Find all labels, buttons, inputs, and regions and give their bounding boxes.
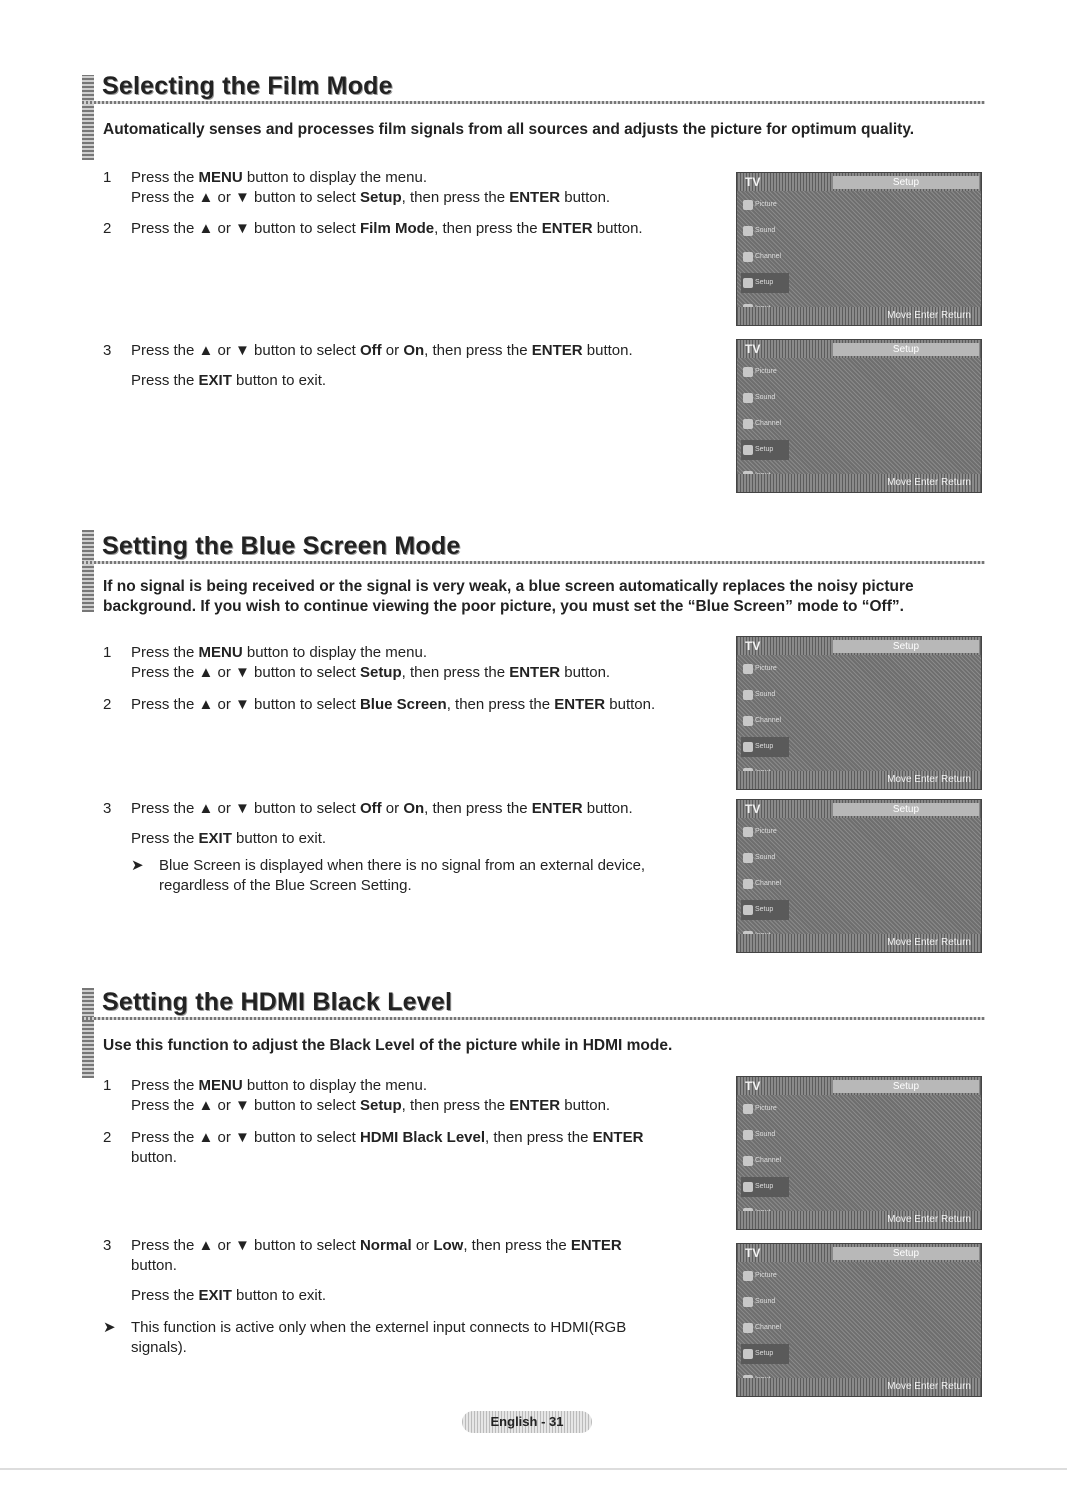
osd-footer: Move Enter Return <box>737 771 981 789</box>
bottom-rule <box>0 1468 1067 1470</box>
step-number: 3 <box>103 1237 112 1254</box>
step-text: Press the ▲ or ▼ button to select Off or On, then press the ENTER button. <box>131 342 633 359</box>
step-number: 2 <box>103 1129 112 1146</box>
osd-footer: Move Enter Return <box>737 934 981 952</box>
osd-tab-label: Setup <box>833 1080 979 1093</box>
osd-tab-label: Setup <box>833 343 979 356</box>
section-intro: Use this function to adjust the Black Level of the picture while in HDMI mode. <box>103 1037 673 1054</box>
step-text: Press the ▲ or ▼ button to select Film Mode, then press the ENTER button. <box>131 220 643 237</box>
step-text: Press the EXIT button to exit. <box>131 830 327 847</box>
section-title: Selecting the Film Mode <box>102 72 393 100</box>
step-text: Press the ▲ or ▼ button to select Setup, then press the ENTER button. <box>131 1097 611 1114</box>
osd-header <box>737 800 981 818</box>
osd-sidebar <box>737 358 793 474</box>
osd-sound-icon: Sound <box>741 388 789 408</box>
step-text: Press the ▲ or ▼ button to select Off or On, then press the ENTER button. <box>131 800 633 817</box>
step-text: Press the EXIT button to exit. <box>131 372 327 389</box>
osd-header <box>737 637 981 655</box>
osd-setup-icon: Setup <box>741 440 789 460</box>
step-text: Press the ▲ or ▼ button to select HDMI Black Level, then press the ENTER <box>131 1129 644 1146</box>
osd-channel-icon: Channel <box>741 414 789 434</box>
step-text: Press the ▲ or ▼ button to select Normal or Low, then press the ENTER <box>131 1237 622 1254</box>
osd-footer: Move Enter Return <box>737 474 981 492</box>
osd-tab-label: Setup <box>833 803 979 816</box>
osd-header <box>737 173 981 191</box>
osd-sound-icon: Sound <box>741 848 789 868</box>
osd-sound-icon: Sound <box>741 1292 789 1312</box>
step-text: Press the MENU button to display the menu. <box>131 1077 427 1094</box>
step-text: button. <box>131 1149 177 1166</box>
osd-tv-label: TV <box>745 802 761 816</box>
osd-tab-label: Setup <box>833 640 979 653</box>
section-marker <box>82 75 94 160</box>
osd-picture-icon: Picture <box>741 195 789 215</box>
osd-header <box>737 1077 981 1095</box>
title-rule <box>82 1017 985 1020</box>
osd-setup-icon: Setup <box>741 737 789 757</box>
section-title: Setting the Blue Screen Mode <box>102 532 461 560</box>
osd-channel-icon: Channel <box>741 1151 789 1171</box>
osd-menu-screenshot <box>736 636 982 790</box>
osd-footer: Move Enter Return <box>737 1378 981 1396</box>
step-number: 3 <box>103 342 112 359</box>
osd-picture-icon: Picture <box>741 362 789 382</box>
osd-sidebar <box>737 655 793 771</box>
osd-sidebar <box>737 1262 793 1378</box>
osd-tv-label: TV <box>745 175 761 189</box>
step-text: Press the ▲ or ▼ button to select Setup, then press the ENTER button. <box>131 189 611 206</box>
osd-tv-label: TV <box>745 1246 761 1260</box>
section-marker <box>82 530 94 612</box>
step-text: Press the ▲ or ▼ button to select Blue Screen, then press the ENTER button. <box>131 696 656 713</box>
step-text: Press the MENU button to display the menu. <box>131 644 427 661</box>
section-marker <box>82 988 94 1078</box>
osd-tab-label: Setup <box>833 1247 979 1260</box>
osd-picture-icon: Picture <box>741 659 789 679</box>
osd-setup-icon: Setup <box>741 900 789 920</box>
osd-sound-icon: Sound <box>741 1125 789 1145</box>
step-number: 3 <box>103 800 112 817</box>
step-number: 2 <box>103 696 112 713</box>
osd-channel-icon: Channel <box>741 1318 789 1338</box>
section-intro: If no signal is being received or the signal is very weak, a blue screen automatically replaces the noisy picture background. If you wish to continue viewing the poor picture, you must set the “Blue Screen” mode to “Off”. <box>103 578 914 615</box>
osd-menu-screenshot <box>736 799 982 953</box>
step-number: 1 <box>103 169 112 186</box>
osd-sound-icon: Sound <box>741 221 789 241</box>
osd-header <box>737 1244 981 1262</box>
osd-picture-icon: Picture <box>741 1099 789 1119</box>
osd-header <box>737 340 981 358</box>
step-text: button. <box>131 1257 177 1274</box>
osd-tab-label: Setup <box>833 176 979 189</box>
step-number: 1 <box>103 644 112 661</box>
osd-menu-screenshot <box>736 1243 982 1397</box>
osd-sound-icon: Sound <box>741 685 789 705</box>
section-intro: Automatically senses and processes film signals from all sources and adjusts the picture for optimum quality. <box>103 121 915 138</box>
osd-tv-label: TV <box>745 639 761 653</box>
osd-menu-screenshot <box>736 172 982 326</box>
note-arrow-icon: ➤ <box>131 857 144 874</box>
note-text: This function is active only when the externel input connects to HDMI(RGB signals). <box>131 1319 627 1356</box>
osd-setup-icon: Setup <box>741 273 789 293</box>
title-rule <box>82 101 985 104</box>
osd-picture-icon: Picture <box>741 1266 789 1286</box>
step-number: 1 <box>103 1077 112 1094</box>
osd-tv-label: TV <box>745 1079 761 1093</box>
osd-sidebar <box>737 191 793 307</box>
section-title: Setting the HDMI Black Level <box>102 988 453 1016</box>
osd-setup-icon: Setup <box>741 1177 789 1197</box>
osd-channel-icon: Channel <box>741 874 789 894</box>
note-text: Blue Screen is displayed when there is no signal from an external device, regardless of the Blue Screen Setting. <box>159 857 646 894</box>
osd-menu-screenshot <box>736 339 982 493</box>
osd-sidebar <box>737 1095 793 1211</box>
osd-tv-label: TV <box>745 342 761 356</box>
osd-sidebar <box>737 818 793 934</box>
osd-channel-icon: Channel <box>741 247 789 267</box>
osd-picture-icon: Picture <box>741 822 789 842</box>
osd-channel-icon: Channel <box>741 711 789 731</box>
step-number: 2 <box>103 220 112 237</box>
page-number: English - 31 <box>462 1411 592 1433</box>
step-text: Press the EXIT button to exit. <box>131 1287 327 1304</box>
osd-setup-icon: Setup <box>741 1344 789 1364</box>
note-arrow-icon: ➤ <box>103 1319 116 1336</box>
osd-menu-screenshot <box>736 1076 982 1230</box>
step-text: Press the MENU button to display the menu. <box>131 169 427 186</box>
title-rule <box>82 561 985 564</box>
osd-footer: Move Enter Return <box>737 1211 981 1229</box>
osd-footer: Move Enter Return <box>737 307 981 325</box>
step-text: Press the ▲ or ▼ button to select Setup, then press the ENTER button. <box>131 664 611 681</box>
